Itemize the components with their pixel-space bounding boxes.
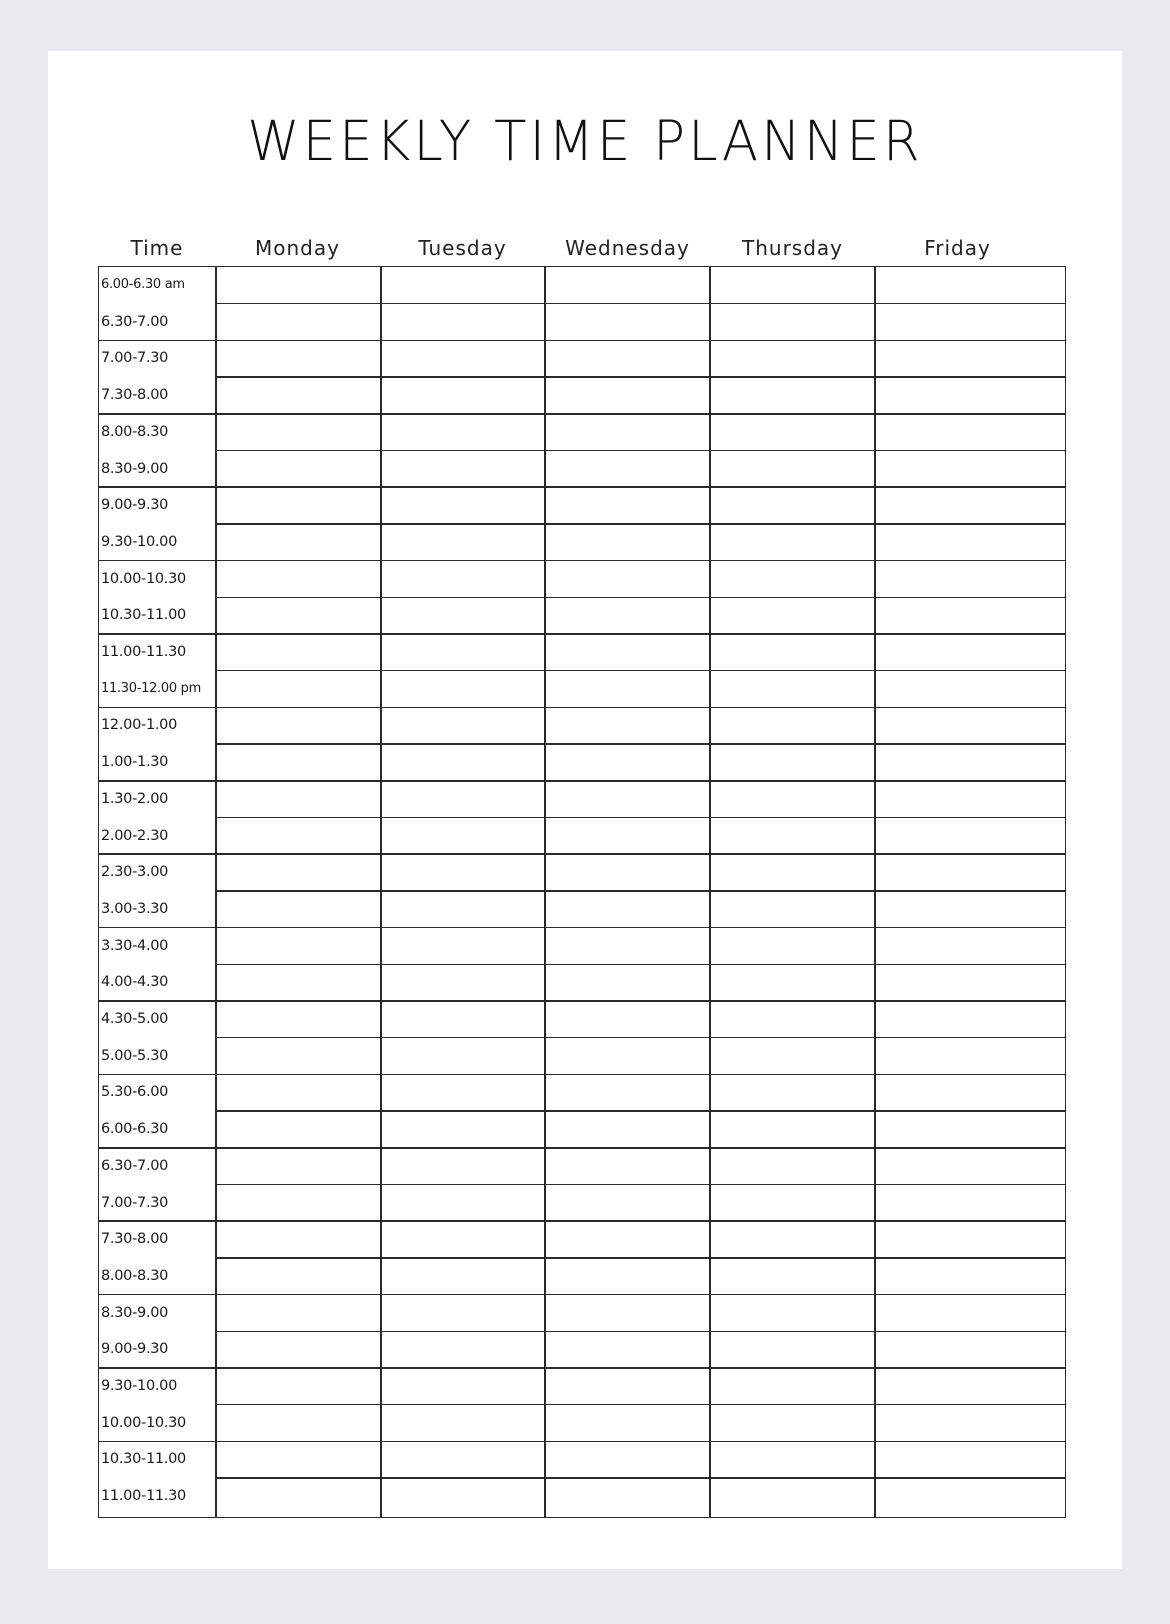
planner-cell-friday[interactable]	[875, 377, 1065, 414]
planner-cell-thursday[interactable]	[710, 1295, 875, 1332]
time-slot-label: 10.00-10.30	[101, 1414, 186, 1431]
time-slot-label: 6.30-7.00	[101, 1157, 169, 1174]
planner-cell-thursday[interactable]	[710, 340, 875, 377]
planner-cell-tuesday[interactable]	[381, 1001, 545, 1038]
planner-grid	[98, 266, 1066, 1518]
planner-cell-tuesday[interactable]	[381, 1478, 545, 1515]
planner-cell-wednesday[interactable]	[545, 1111, 710, 1148]
planner-cell-friday[interactable]	[875, 634, 1065, 671]
planner-cell-tuesday[interactable]	[381, 340, 545, 377]
planner-cell-wednesday[interactable]	[545, 1441, 710, 1478]
planner-cell-friday[interactable]	[875, 1368, 1065, 1405]
planner-cell-thursday[interactable]	[710, 1405, 875, 1442]
planner-cell-friday[interactable]	[875, 1111, 1065, 1148]
planner-cell-wednesday[interactable]	[545, 1185, 710, 1222]
planner-cell-wednesday[interactable]	[545, 1478, 710, 1515]
planner-cell-thursday[interactable]	[710, 891, 875, 928]
planner-cell-thursday[interactable]	[710, 524, 875, 561]
planner-cell-friday[interactable]	[875, 487, 1065, 524]
time-slot-label: 7.30-8.00	[101, 387, 169, 404]
planner-page	[48, 51, 1122, 1569]
planner-cell-monday[interactable]	[216, 707, 381, 744]
header-time: Time	[130, 236, 184, 260]
planner-cell-monday[interactable]	[216, 1185, 381, 1222]
planner-cell-monday[interactable]	[216, 597, 381, 634]
planner-cell-tuesday[interactable]	[381, 561, 545, 598]
planner-cell-tuesday[interactable]	[381, 1405, 545, 1442]
planner-cell-tuesday[interactable]	[381, 634, 545, 671]
header-friday: Friday	[924, 236, 991, 260]
planner-cell-tuesday[interactable]	[381, 304, 545, 341]
planner-cell-thursday[interactable]	[710, 854, 875, 891]
planner-cell-friday[interactable]	[875, 671, 1065, 708]
planner-cell-monday[interactable]	[216, 1148, 381, 1185]
planner-cell-tuesday[interactable]	[381, 414, 545, 451]
planner-cell-thursday[interactable]	[710, 1258, 875, 1295]
planner-cell-thursday[interactable]	[710, 1148, 875, 1185]
planner-cell-thursday[interactable]	[710, 1074, 875, 1111]
planner-cell-friday[interactable]	[875, 1331, 1065, 1368]
planner-cell-friday[interactable]	[875, 1258, 1065, 1295]
planner-cell-wednesday[interactable]	[545, 818, 710, 855]
planner-cell-monday[interactable]	[216, 524, 381, 561]
time-slot-label: 6.00-6.30 am	[101, 277, 185, 292]
planner-cell-friday[interactable]	[875, 414, 1065, 451]
planner-cell-monday[interactable]	[216, 671, 381, 708]
planner-cell-monday[interactable]	[216, 267, 381, 304]
planner-cell-friday[interactable]	[875, 1221, 1065, 1258]
planner-cell-monday[interactable]	[216, 744, 381, 781]
planner-cell-thursday[interactable]	[710, 1478, 875, 1515]
planner-cell-monday[interactable]	[216, 1111, 381, 1148]
time-slot-label: 10.00-10.30	[101, 570, 186, 587]
time-slot-label: 10.30-11.00	[101, 1451, 186, 1468]
planner-cell-tuesday[interactable]	[381, 1295, 545, 1332]
planner-cell-wednesday[interactable]	[545, 928, 710, 965]
planner-cell-friday[interactable]	[875, 561, 1065, 598]
planner-cell-friday[interactable]	[875, 1001, 1065, 1038]
planner-cell-thursday[interactable]	[710, 304, 875, 341]
planner-cell-monday[interactable]	[216, 1368, 381, 1405]
time-slot-label: 11.00-11.30	[101, 1488, 186, 1505]
planner-cell-thursday[interactable]	[710, 1441, 875, 1478]
planner-cell-friday[interactable]	[875, 707, 1065, 744]
planner-cell-friday[interactable]	[875, 1038, 1065, 1075]
planner-cell-wednesday[interactable]	[545, 487, 710, 524]
planner-cell-thursday[interactable]	[710, 377, 875, 414]
planner-cell-thursday[interactable]	[710, 744, 875, 781]
planner-cell-monday[interactable]	[216, 377, 381, 414]
time-slot-label: 5.30-6.00	[101, 1084, 169, 1101]
planner-cell-wednesday[interactable]	[545, 304, 710, 341]
planner-cell-tuesday[interactable]	[381, 1074, 545, 1111]
planner-cell-wednesday[interactable]	[545, 707, 710, 744]
planner-cell-thursday[interactable]	[710, 561, 875, 598]
planner-cell-wednesday[interactable]	[545, 1258, 710, 1295]
planner-cell-monday[interactable]	[216, 340, 381, 377]
planner-cell-wednesday[interactable]	[545, 1295, 710, 1332]
time-slot-label: 6.00-6.30	[101, 1121, 169, 1138]
planner-cell-wednesday[interactable]	[545, 267, 710, 304]
planner-cell-wednesday[interactable]	[545, 561, 710, 598]
planner-cell-wednesday[interactable]	[545, 451, 710, 488]
planner-cell-friday[interactable]	[875, 854, 1065, 891]
header-tuesday: Tuesday	[418, 236, 507, 260]
planner-cell-friday[interactable]	[875, 340, 1065, 377]
planner-cell-thursday[interactable]	[710, 487, 875, 524]
planner-cell-monday[interactable]	[216, 414, 381, 451]
time-slot-label: 8.30-9.00	[101, 460, 169, 477]
planner-cell-friday[interactable]	[875, 928, 1065, 965]
planner-cell-tuesday[interactable]	[381, 524, 545, 561]
planner-cell-tuesday[interactable]	[381, 1148, 545, 1185]
planner-cell-friday[interactable]	[875, 451, 1065, 488]
planner-cell-monday[interactable]	[216, 1074, 381, 1111]
planner-cell-monday[interactable]	[216, 1478, 381, 1515]
planner-cell-monday[interactable]	[216, 304, 381, 341]
planner-cell-thursday[interactable]	[710, 928, 875, 965]
planner-cell-friday[interactable]	[875, 1185, 1065, 1222]
planner-cell-thursday[interactable]	[710, 451, 875, 488]
time-slot-label: 2.00-2.30	[101, 827, 169, 844]
planner-cell-tuesday[interactable]	[381, 267, 545, 304]
time-slot-label: 10.30-11.00	[101, 607, 186, 624]
planner-cell-monday[interactable]	[216, 1258, 381, 1295]
time-slot-label: 5.00-5.30	[101, 1047, 169, 1064]
planner-cell-tuesday[interactable]	[381, 928, 545, 965]
time-slot-label: 6.30-7.00	[101, 313, 169, 330]
planner-cell-thursday[interactable]	[710, 634, 875, 671]
planner-cell-thursday[interactable]	[710, 1038, 875, 1075]
planner-cell-monday[interactable]	[216, 781, 381, 818]
planner-cell-wednesday[interactable]	[545, 781, 710, 818]
planner-cell-monday[interactable]	[216, 1221, 381, 1258]
planner-cell-thursday[interactable]	[710, 1221, 875, 1258]
planner-cell-friday[interactable]	[875, 964, 1065, 1001]
time-slot-label: 2.30-3.00	[101, 864, 169, 881]
planner-cell-tuesday[interactable]	[381, 818, 545, 855]
time-slot-label: 9.30-10.00	[101, 533, 178, 550]
time-slot-label: 8.00-8.30	[101, 423, 169, 440]
planner-cell-friday[interactable]	[875, 304, 1065, 341]
planner-cell-tuesday[interactable]	[381, 597, 545, 634]
planner-cell-friday[interactable]	[875, 524, 1065, 561]
planner-cell-tuesday[interactable]	[381, 1038, 545, 1075]
planner-cell-friday[interactable]	[875, 1074, 1065, 1111]
planner-cell-thursday[interactable]	[710, 267, 875, 304]
time-slot-label: 9.30-10.00	[101, 1378, 178, 1394]
planner-cell-wednesday[interactable]	[545, 597, 710, 634]
planner-cell-thursday[interactable]	[710, 818, 875, 855]
planner-cell-wednesday[interactable]	[545, 891, 710, 928]
time-slot-label: 1.30-2.00	[101, 790, 169, 807]
time-slot-label: 9.00-9.30	[101, 1341, 169, 1358]
planner-cell-friday[interactable]	[875, 891, 1065, 928]
planner-cell-thursday[interactable]	[710, 597, 875, 634]
planner-cell-tuesday[interactable]	[381, 964, 545, 1001]
planner-cell-monday[interactable]	[216, 818, 381, 855]
planner-cell-wednesday[interactable]	[545, 414, 710, 451]
planner-cell-monday[interactable]	[216, 1441, 381, 1478]
time-slot-label: 7.00-7.30	[101, 1194, 169, 1211]
planner-cell-wednesday[interactable]	[545, 1038, 710, 1075]
planner-cell-tuesday[interactable]	[381, 1368, 545, 1405]
time-slot-label: 4.00-4.30	[101, 974, 169, 991]
planner-cell-monday[interactable]	[216, 487, 381, 524]
planner-cell-friday[interactable]	[875, 1441, 1065, 1478]
planner-cell-monday[interactable]	[216, 1001, 381, 1038]
header-monday: Monday	[255, 236, 340, 260]
planner-cell-monday[interactable]	[216, 854, 381, 891]
planner-cell-tuesday[interactable]	[381, 451, 545, 488]
planner-cell-thursday[interactable]	[710, 671, 875, 708]
time-slot-label: 4.30-5.00	[101, 1011, 169, 1027]
time-slot-label: 8.00-8.30	[101, 1267, 169, 1284]
planner-cell-monday[interactable]	[216, 1331, 381, 1368]
header-thursday: Thursday	[742, 236, 843, 260]
time-slot-label: 3.00-3.30	[101, 900, 169, 917]
planner-cell-thursday[interactable]	[710, 1001, 875, 1038]
planner-cell-friday[interactable]	[875, 744, 1065, 781]
planner-cell-wednesday[interactable]	[545, 1405, 710, 1442]
planner-cell-thursday[interactable]	[710, 1331, 875, 1368]
planner-cell-thursday[interactable]	[710, 1185, 875, 1222]
time-slot-label: 7.30-8.00	[101, 1231, 169, 1248]
planner-cell-monday[interactable]	[216, 964, 381, 1001]
planner-cell-wednesday[interactable]	[545, 964, 710, 1001]
time-slot-label: 1.00-1.30	[101, 754, 169, 771]
planner-cell-wednesday[interactable]	[545, 377, 710, 414]
planner-cell-wednesday[interactable]	[545, 1148, 710, 1185]
planner-cell-monday[interactable]	[216, 891, 381, 928]
planner-cell-monday[interactable]	[216, 634, 381, 671]
planner-cell-friday[interactable]	[875, 781, 1065, 818]
planner-cell-monday[interactable]	[216, 451, 381, 488]
time-slot-label: 12.00-1.00	[101, 717, 178, 734]
planner-cell-tuesday[interactable]	[381, 781, 545, 818]
planner-cell-wednesday[interactable]	[545, 524, 710, 561]
planner-cell-tuesday[interactable]	[381, 891, 545, 928]
planner-cell-thursday[interactable]	[710, 707, 875, 744]
planner-cell-wednesday[interactable]	[545, 1368, 710, 1405]
planner-cell-thursday[interactable]	[710, 1111, 875, 1148]
time-slot-label: 9.00-9.30	[101, 497, 169, 514]
planner-cell-tuesday[interactable]	[381, 671, 545, 708]
planner-cell-monday[interactable]	[216, 1405, 381, 1442]
planner-cell-thursday[interactable]	[710, 1368, 875, 1405]
planner-cell-wednesday[interactable]	[545, 671, 710, 708]
planner-cell-monday[interactable]	[216, 561, 381, 598]
planner-cell-friday[interactable]	[875, 1478, 1065, 1515]
planner-cell-friday[interactable]	[875, 1295, 1065, 1332]
header-wednesday: Wednesday	[565, 236, 690, 260]
planner-cell-wednesday[interactable]	[545, 854, 710, 891]
planner-cell-friday[interactable]	[875, 267, 1065, 304]
planner-cell-tuesday[interactable]	[381, 1441, 545, 1478]
planner-cell-wednesday[interactable]	[545, 1331, 710, 1368]
planner-cell-thursday[interactable]	[710, 964, 875, 1001]
planner-cell-friday[interactable]	[875, 1405, 1065, 1442]
planner-cell-tuesday[interactable]	[381, 1111, 545, 1148]
planner-cell-thursday[interactable]	[710, 414, 875, 451]
planner-cell-friday[interactable]	[875, 818, 1065, 855]
planner-cell-friday[interactable]	[875, 597, 1065, 634]
planner-cell-thursday[interactable]	[710, 781, 875, 818]
planner-cell-friday[interactable]	[875, 1148, 1065, 1185]
planner-cell-wednesday[interactable]	[545, 744, 710, 781]
planner-cell-monday[interactable]	[216, 928, 381, 965]
time-slot-label: 8.30-9.00	[101, 1304, 169, 1321]
time-slot-label: 3.30-4.00	[101, 937, 169, 954]
planner-cell-tuesday[interactable]	[381, 1331, 545, 1368]
planner-cell-wednesday[interactable]	[545, 1221, 710, 1258]
planner-cell-wednesday[interactable]	[545, 634, 710, 671]
planner-cell-tuesday[interactable]	[381, 1258, 545, 1295]
planner-cell-tuesday[interactable]	[381, 707, 545, 744]
column-headers	[99, 231, 1065, 265]
time-slot-label: 7.00-7.30	[101, 350, 169, 367]
page-title: WEEKLY TIME PLANNER	[247, 109, 923, 174]
planner-cell-tuesday[interactable]	[381, 1185, 545, 1222]
planner-cell-monday[interactable]	[216, 1295, 381, 1332]
planner-cell-tuesday[interactable]	[381, 377, 545, 414]
planner-cell-tuesday[interactable]	[381, 1221, 545, 1258]
planner-cell-wednesday[interactable]	[545, 1074, 710, 1111]
planner-cell-tuesday[interactable]	[381, 487, 545, 524]
planner-cell-tuesday[interactable]	[381, 854, 545, 891]
planner-cell-monday[interactable]	[216, 1038, 381, 1075]
planner-cell-wednesday[interactable]	[545, 340, 710, 377]
planner-cell-tuesday[interactable]	[381, 744, 545, 781]
time-slot-label: 11.00-11.30	[101, 644, 186, 660]
planner-cell-wednesday[interactable]	[545, 1001, 710, 1038]
time-slot-label: 11.30-12.00 pm	[101, 680, 201, 696]
